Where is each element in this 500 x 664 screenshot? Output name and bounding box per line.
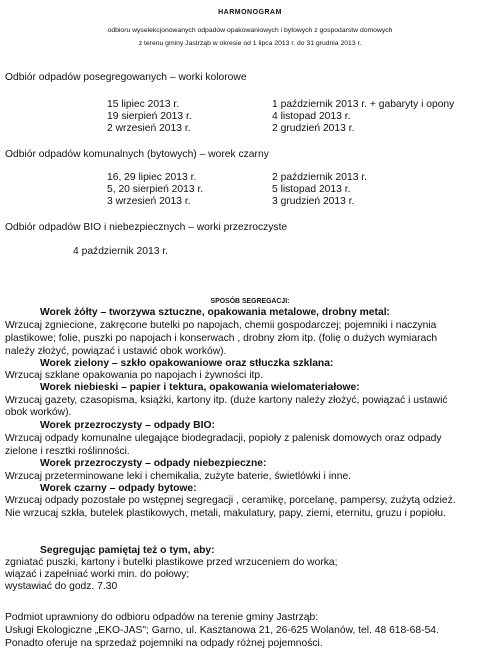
bio-date: 4 październik 2013 r.: [73, 246, 169, 257]
segregated-date: 19 sierpień 2013 r.: [107, 111, 192, 122]
segregated-date: 15 lipiec 2013 r.: [107, 99, 180, 110]
communal-date: 2 październik 2013 r.: [272, 172, 368, 183]
communal-date: 5 listopad 2013 r.: [272, 184, 351, 195]
segregation-heading: SPOSÓB SEGREGACJI:: [210, 298, 290, 305]
yellow-bag-title: Worek żółty – tworzywa sztuczne, opakowania metalowe, drobny metal:: [40, 307, 390, 318]
segregated-date: 1 październik 2013 r. + gabaryty i opony: [272, 99, 455, 110]
communal-date: 16, 29 lipiec 2013 r.: [107, 172, 197, 183]
communal-date: 3 wrzesień 2013 r.: [107, 196, 191, 207]
bio-heading: Odbiór odpadów BIO i niebezpiecznych – worki przezroczyste: [5, 222, 288, 233]
bio-bag-line: Wrzucaj odpady komunalne ulegające biodegradacji, popioły z palenisk domowych oraz odpady: [5, 433, 442, 444]
bio-bag-title: Worek przezroczysty – odpady BIO:: [40, 420, 215, 431]
footer-line: Usługi Ekologiczne „EKO-JAS"; Garno, ul. Kasztanowa 21, 26-625 Wolanów, tel. 48 618-68-54.: [5, 625, 439, 636]
subtitle-line-1: odbioru wyselekcjonowanych odpadów opakowaniowych i bytowych z gospodarstw domowych: [107, 27, 393, 34]
yellow-bag-line: Wrzucaj zgniecione, zakręcone butelki po napojach, chemii gospodarczej; pojemniki i naczynia: [5, 320, 437, 331]
subtitle-line-2: z terenu gminy Jastrząb w okresie od 1 lipca 2013 r. do 31 grudnia 2013 r.: [138, 40, 362, 47]
hazard-bag-title: Worek przezroczysty – odpady niebezpieczne:: [40, 458, 267, 469]
reminder-heading: Segregując pamiętaj też o tym, aby:: [40, 545, 215, 556]
footer-line: Podmiot uprawniony do odbioru odpadów na terenie gminy Jastrząb:: [5, 612, 319, 623]
green-bag-title: Worek zielony – szkło opakowaniowe oraz stłuczka szklana:: [40, 358, 334, 369]
hazard-bag-line: Wrzucaj przeterminowane leki i chemikalia, zużyte baterie, świetlówki i inne.: [5, 471, 352, 482]
black-bag-line: Nie wrzucaj szkła, butelek plastikowych, metali, makulatury, papy, ziemi, eternitu, gruzu i popiołu.: [5, 508, 446, 519]
communal-heading: Odbiór odpadów komunalnych (bytowych) – worek czarny: [5, 149, 269, 160]
blue-bag-line: Wrzucaj gazety, czasopisma, książki, kartony itp. (duże kartony należy złożyć, powiązać i ustawić: [5, 395, 448, 406]
reminder-line: wiązać i zapełniać worki min. do połowy;: [5, 569, 190, 580]
segregated-date: 2 wrzesień 2013 r.: [107, 123, 191, 134]
blue-bag-title: Worek niebieski – papier i tektura, opakowania wielomateriałowe:: [40, 382, 360, 393]
reminder-line: zgniatać puszki, kartony i butelki plastikowe przed wrzuceniem do worka;: [5, 557, 338, 568]
footer-line: Ponadto oferuje na sprzedaż pojemniki na odpady różnej pojemności.: [5, 638, 323, 649]
reminder-line: wystawiać do godz. 7.30: [5, 581, 118, 592]
blue-bag-line: obok worków).: [5, 407, 72, 418]
document-title: HARMONOGRAM: [218, 9, 282, 16]
black-bag-line: Wrzucaj odpady pozostałe po wstępnej segregacji , ceramikę, porcelanę, pampersy, zużytą odzież.: [5, 495, 456, 506]
segregated-heading: Odbiór odpadów posegregowanych – worki kolorowe: [5, 72, 247, 83]
segregated-date: 4 listopad 2013 r.: [272, 111, 351, 122]
bio-bag-line: zielone i resztki roślinności.: [5, 446, 130, 457]
yellow-bag-line: plastikowe; folie, puszki po napojach i konserwach , drobny złom itp. (folię o dużych wymiarach: [5, 333, 438, 344]
green-bag-line: Wrzucaj szklane opakowania po napojach i żywności itp.: [5, 370, 263, 381]
communal-date: 3 grudzień 2013 r.: [272, 196, 355, 207]
segregated-date: 2 grudzień 2013 r.: [272, 123, 355, 134]
yellow-bag-line: należy złożyć, powiązać i ustawić obok worków).: [5, 346, 227, 357]
communal-date: 5, 20 sierpień 2013 r.: [107, 184, 204, 195]
black-bag-title: Worek czarny – odpady bytowe:: [40, 483, 197, 494]
